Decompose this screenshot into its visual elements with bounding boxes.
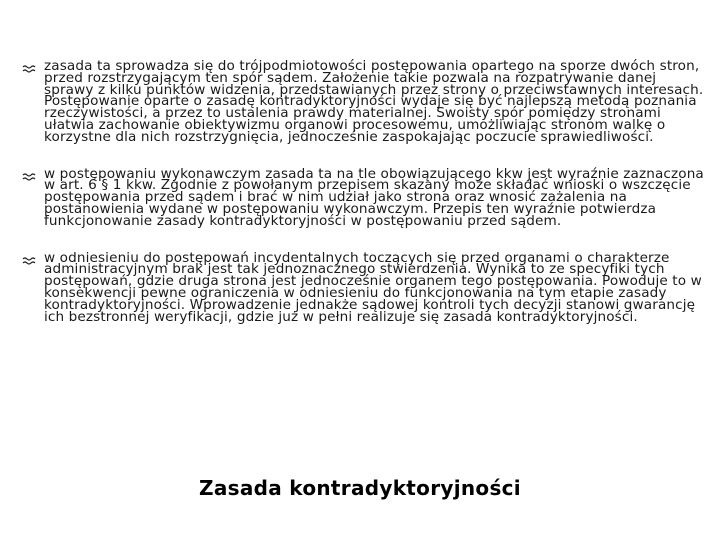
- bullet-text: w postępowaniu wykonawczym zasada ta na tle obowiązującego kkw jest wyraźnie zaznaczona w art. 6 § 1 kkw. Zgodnie z powołanym przepisem skazany może składać wnioski o wszczęcie postępowania przed sądem i brać w nim udział jako strona oraz wnosić zażalenia na postanowienia wydane w postępowaniu wykonawczym. Przepis ten wyraźnie potwierdza funkcjonowanie zasady kontradyktoryjności w postępowaniu przed sądem.: [44, 165, 704, 229]
- bullet-item: [20, 249, 710, 325]
- bullet-list: [20, 58, 710, 325]
- wavy-bullet-icon: [22, 172, 36, 182]
- slide-title: Zasada kontradyktoryjności: [199, 476, 521, 500]
- bullet-item: [20, 58, 710, 145]
- bullet-text: zasada ta sprowadza się do trójpodmiotowości postępowania opartego na sporze dwóch stron, przed rozstrzygającym ten spór sądem. Założenie takie pozwala na rozpatrywanie danej sprawy z kilku punktów widzenia, przedstawianych przez strony o przeciwstawnych interesach. Postępowanie oparte o zasadę kontradyktoryjności wydaje się być najlepszą metodą poznania rzeczywistości, a przez to ustalenia prawdy materialnej. Swoisty spór pomiędzy stronami ułatwia zachowanie obiektywizmu organowi procesowemu, umożliwiając stronom walkę o korzystne dla nich rozstrzygnięcia, jednocześnie zaspokajając poczucie sprawiedliwości.: [44, 58, 704, 145]
- wavy-bullet-icon: [22, 64, 36, 74]
- bullet-text: w odniesieniu do postępowań incydentalnych toczących się przed organami o charakterze administracyjnym brak jest tak jednoznacznego stwierdzenia. Wynika to ze specyfiki tych postępowań, gdzie druga strona jest jednocześnie organem tego postępowania. Powoduje to w konsekwencji pewne ograniczenia w odniesieniu do funkcjonowania na tym etapie zasady kontradyktoryjności. Wprowadzenie jednakże sądowej kontroli tych decyzji stanowi gwarancję ich bezstronnej weryfikacji, gdzie już w pełni realizuje się zasada kontradyktoryjności.: [44, 249, 702, 325]
- bullet-item: [20, 165, 710, 229]
- wavy-bullet-icon: [22, 256, 36, 266]
